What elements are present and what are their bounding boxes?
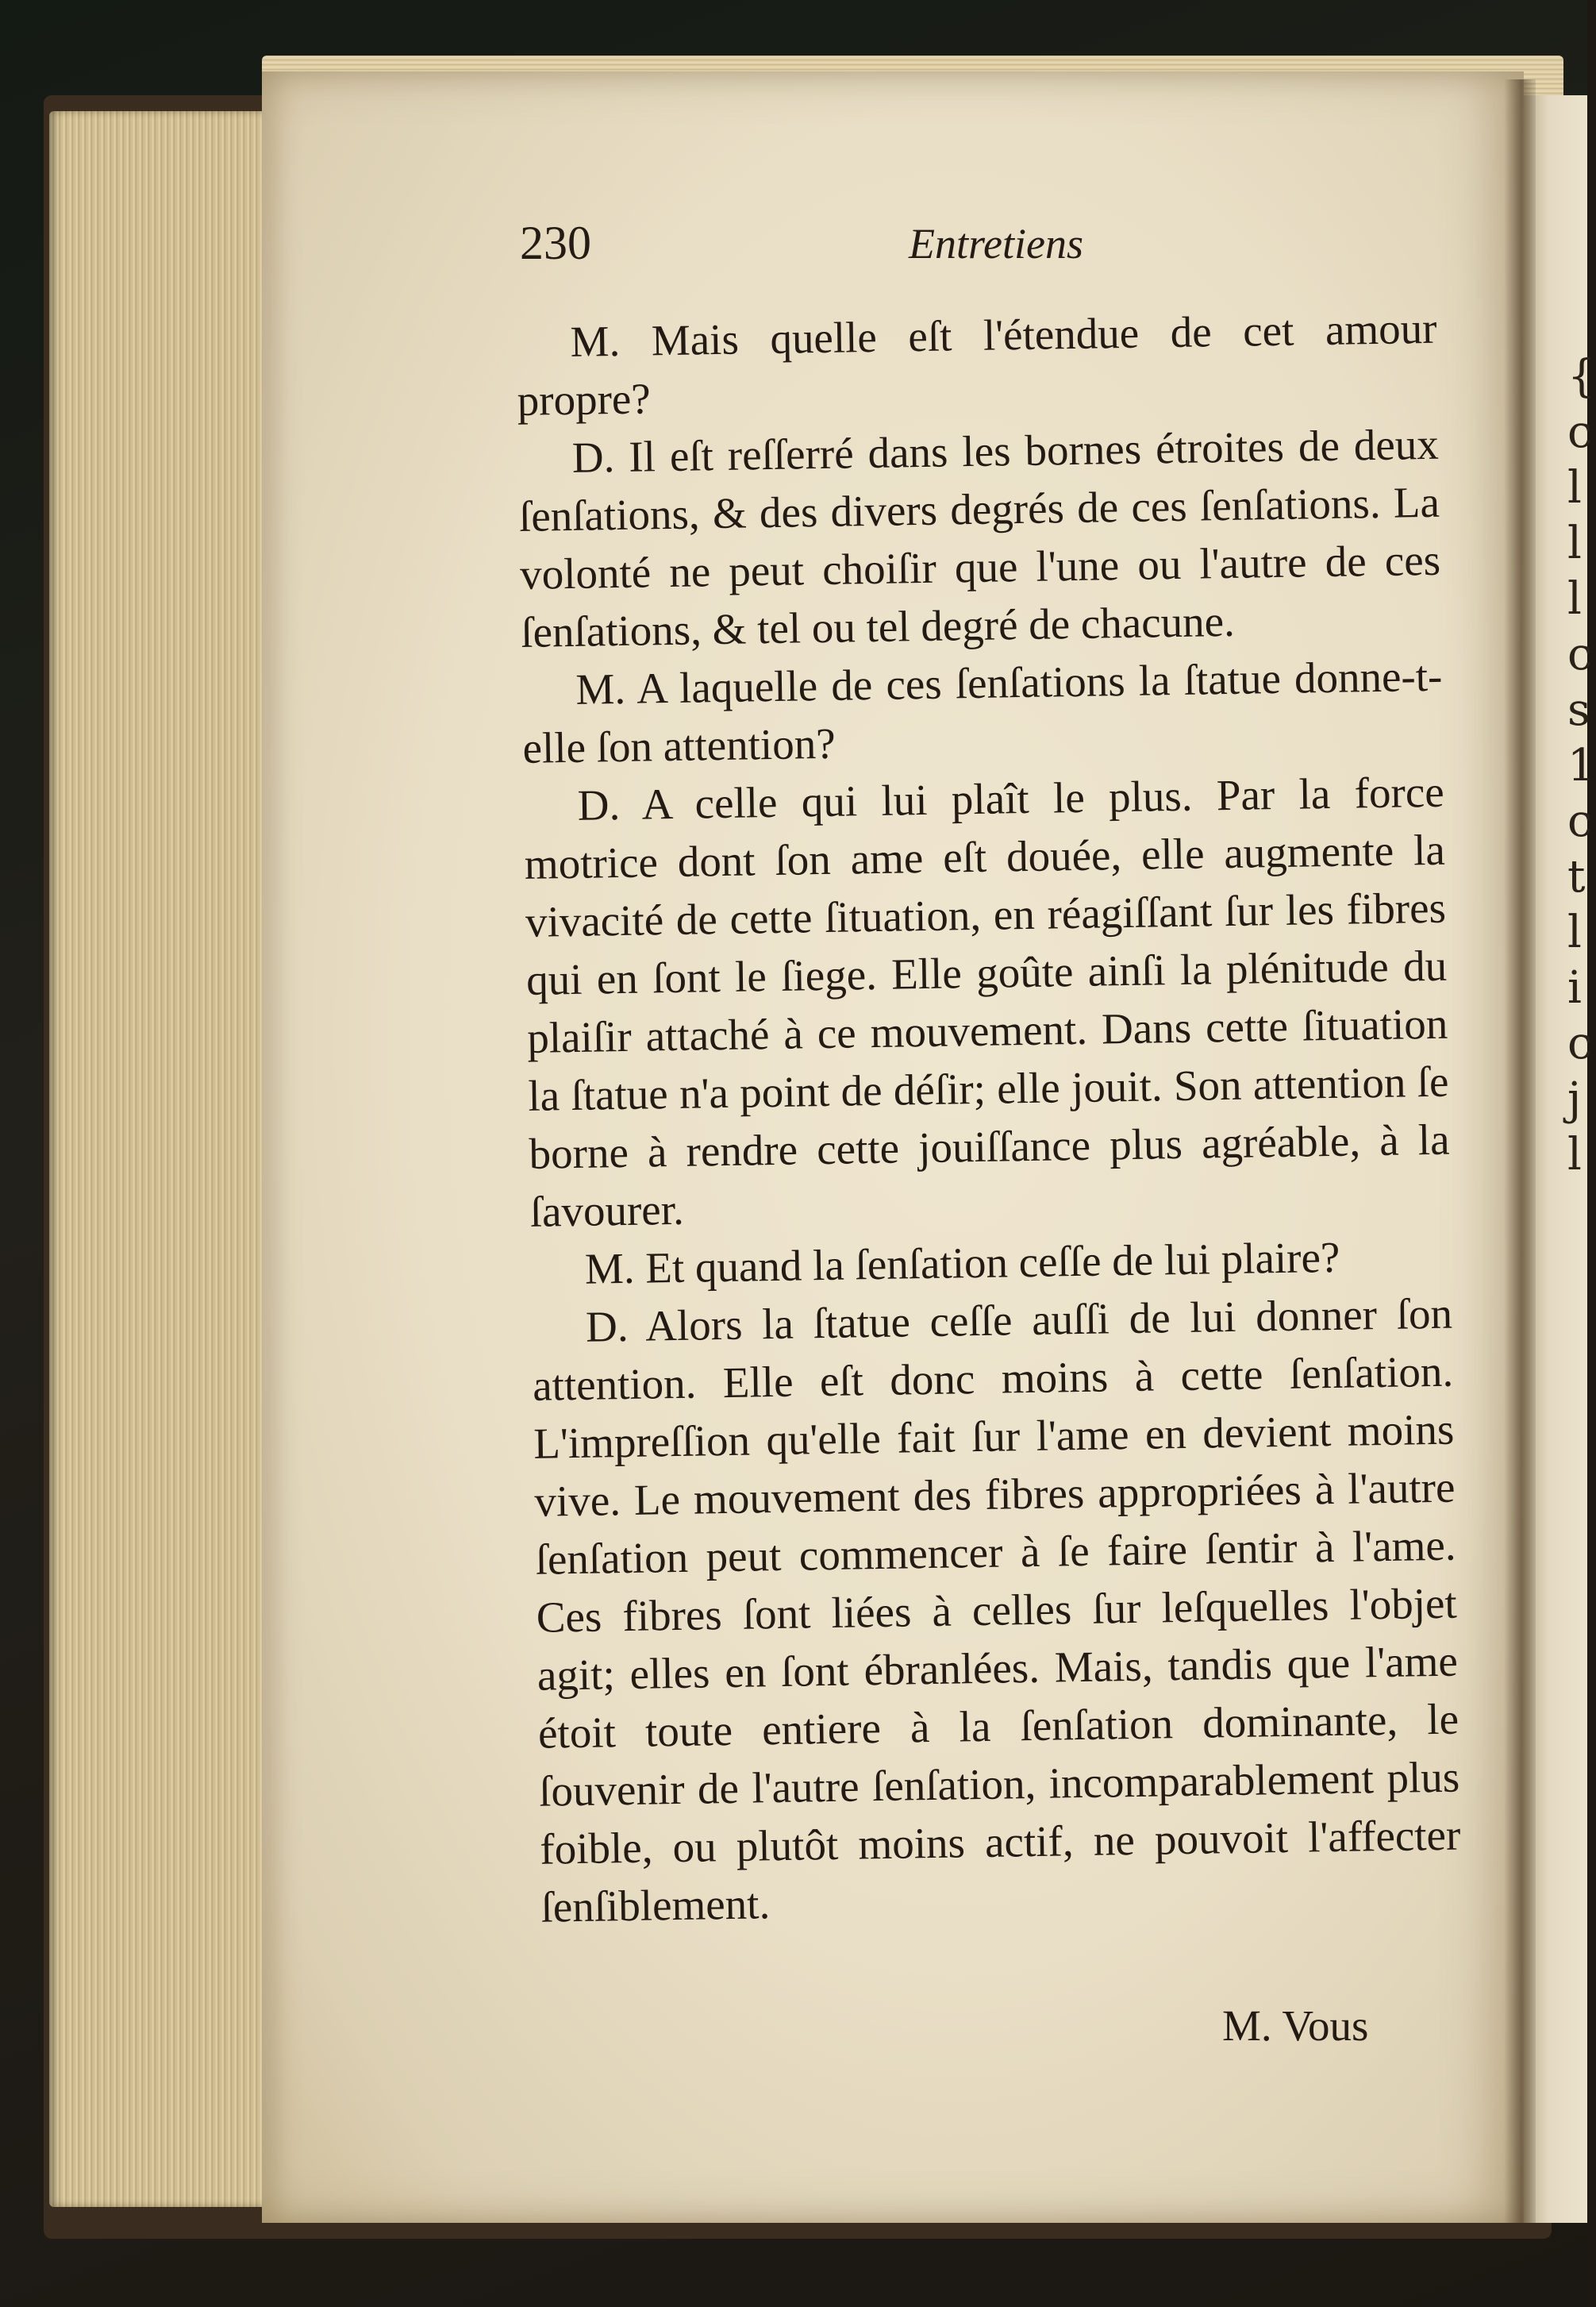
body-text [516,299,1462,1936]
facing-glyph: j [1567,1073,1582,1125]
facing-page-text [1567,349,1596,1183]
facing-glyph: l [1567,518,1582,569]
facing-glyph: c [1567,629,1593,680]
dialogue-paragraph: M. Et quand la ſenſation ceſſe de lui plaire? [584,1232,1340,1293]
facing-glyph: l [1567,1129,1582,1180]
facing-glyph: i [1567,962,1582,1014]
facing-glyph: l [1567,462,1582,514]
dialogue-paragraph: D. Alors la ſtatue ceſſe auſſi de lui donner ſon attention. Elle eſt donc moins à cette ſenſation. L'impreſſion qu'elle fait ſur l'ame en devient moins vive. Le mouvement des fibres appropriées à l'autre ſenſation peut commencer à ſe faire ſentir à l'ame. Ces fibres ſont liées à celles ſur leſquelles l'objet agit; elles en ſont ébranlées. Mais, tandis que l'ame étoit toute entiere à la ſenſation dominante, le ſouvenir de l'autre ſenſation, incomparablement plus foible, ou plutôt moins actif, ne pouvoit l'affecter ſenſiblement. [532,1288,1461,1931]
page-number: 230 [520,217,591,269]
facing-glyph: { [1567,351,1596,402]
facing-glyph: l [1567,573,1582,625]
facing-glyph: c [1567,406,1593,458]
facing-glyph: c [1567,1018,1593,1069]
facing-glyph: l [1567,907,1582,958]
facing-glyph: c [1567,795,1593,847]
running-title: Entretiens [909,220,1083,268]
dialogue-paragraph: M. Mais quelle eſt l'étendue de cet amour propre? [517,303,1437,425]
dialogue-paragraph: D. A celle qui lui plaît le plus. Par la force motrice dont ſon ame eſt douée, elle augmente la vivacité de cette ſituation, en réagiſſant ſur les fibres qui en ſont le ſiege. Elle goûte ainſi la plénitude du plaiſir attaché à ce mouvement. Dans cette ſituation la ſtatue n'a point de déſir; elle jouit. Son attention ſe borne à rendre cette jouiſſance plus agréable, à la ſavourer. [524,767,1450,1236]
facing-glyph: s [1567,684,1590,736]
facing-glyph: 1 [1567,740,1596,791]
dialogue-paragraph: D. Il eſt reſſerré dans les bornes étroites de deux ſenſations, & des divers degrés de ces ſenſations. La volonté ne peut choiſir que l'une ou l'autre de ces ſenſations, & tel ou tel degré de chacune. [518,419,1441,657]
book-gutter [1504,79,1536,2223]
dialogue-paragraph: M. A laquelle de ces ſenſations la ſtatue donne-t-elle ſon attention? [522,651,1443,772]
facing-glyph: t [1567,851,1586,903]
catchword: M. Vous [1222,2001,1369,2050]
